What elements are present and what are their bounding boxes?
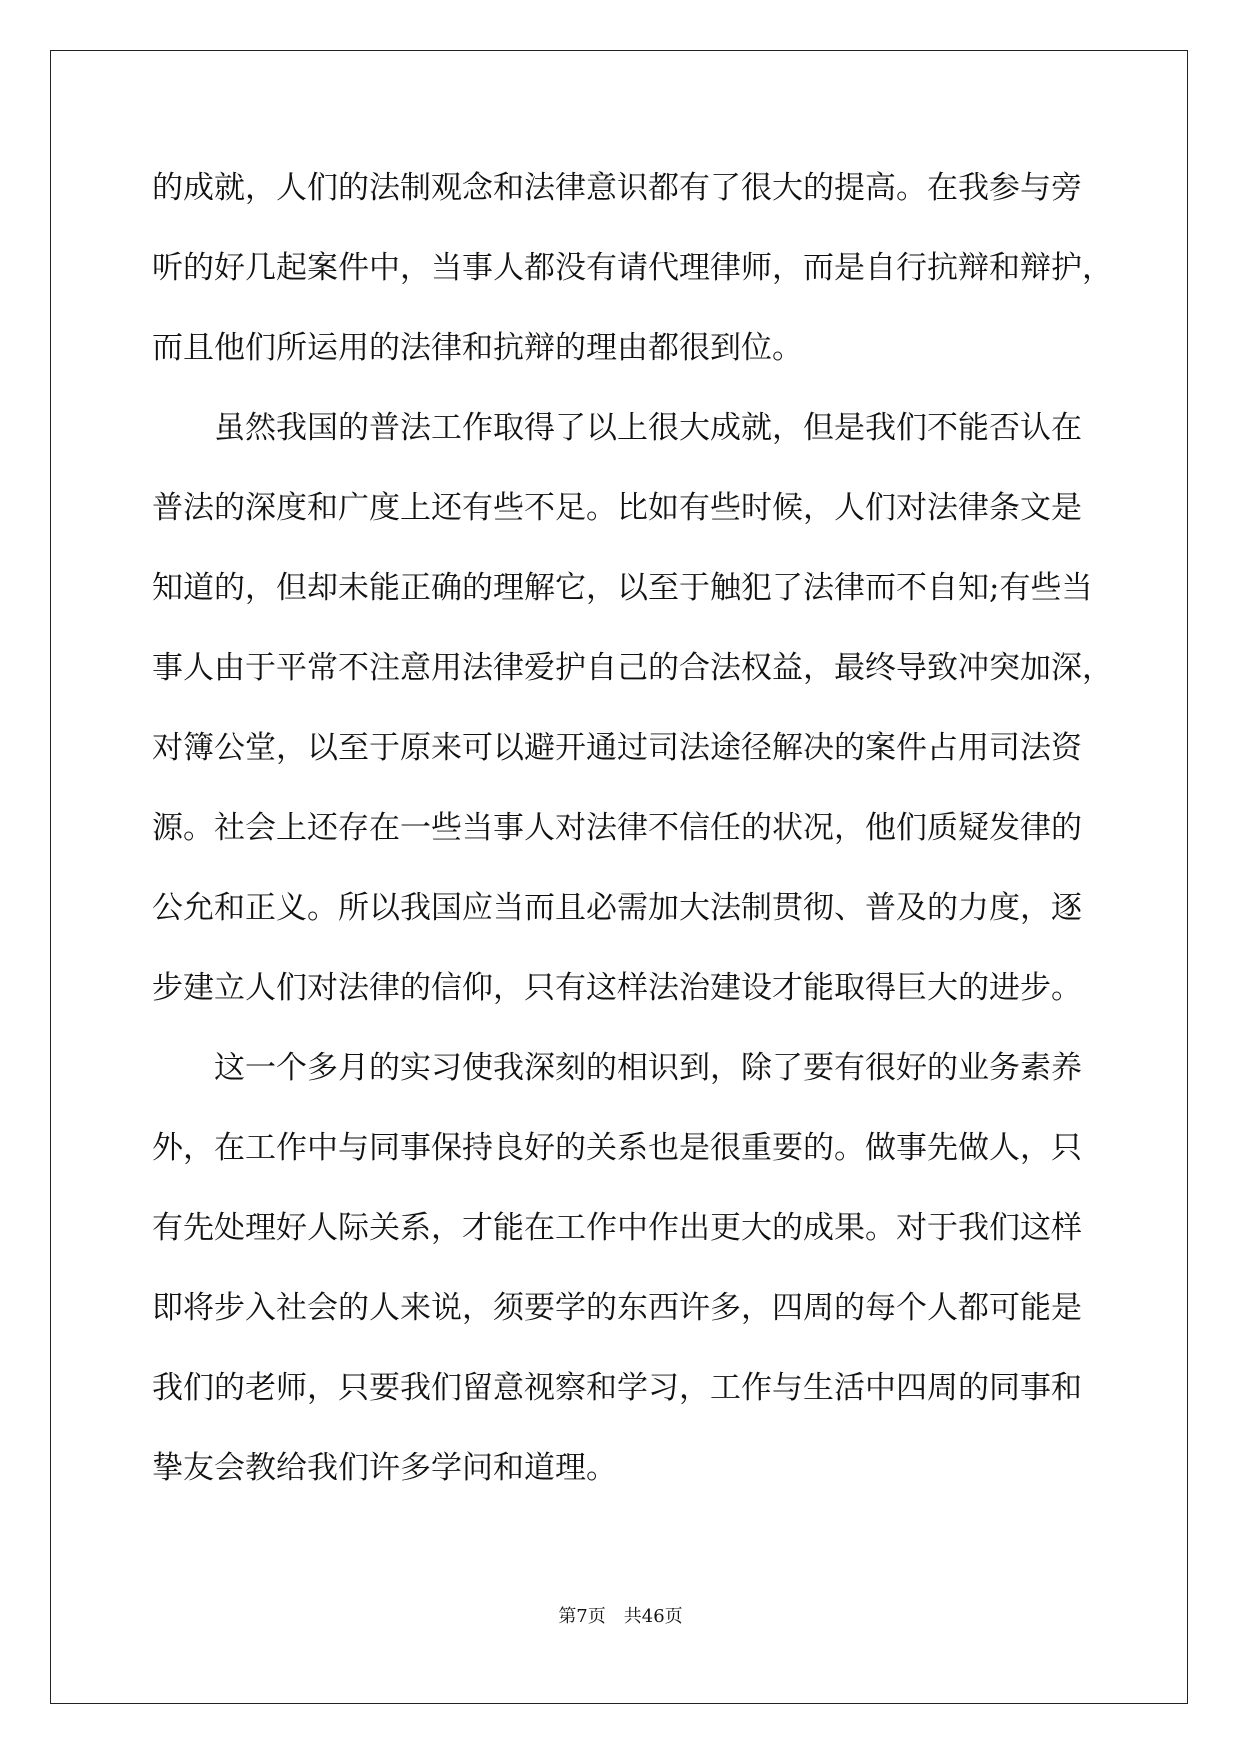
text-line: 即将步入社会的人来说，须要学的东西许多，四周的每个人都可能是 — [152, 1290, 1082, 1326]
text-line: 知道的，但却未能正确的理解它，以至于触犯了法律而不自知;有些当 — [152, 570, 1093, 606]
text-line: 步建立人们对法律的信仰，只有这样法治建设才能取得巨大的进步。 — [152, 970, 1082, 1006]
text-line: 听的好几起案件中，当事人都没有请代理律师，而是自行抗辩和辩护， — [152, 250, 1113, 286]
text-line: 公允和正义。所以我国应当而且必需加大法制贯彻、普及的力度，逐 — [152, 890, 1082, 926]
text-line: 有先处理好人际关系，才能在工作中作出更大的成果。对于我们这样 — [152, 1210, 1082, 1246]
text-line: 事人由于平常不注意用法律爱护自己的合法权益，最终导致冲突加深， — [152, 650, 1113, 686]
paragraph-start-line: 这一个多月的实习使我深刻的相识到，除了要有很好的业务素养 — [214, 1050, 1082, 1086]
text-line: 普法的深度和广度上还有些不足。比如有些时候，人们对法律条文是 — [152, 490, 1082, 526]
text-line: 外，在工作中与同事保持良好的关系也是很重要的。做事先做人，只 — [152, 1130, 1082, 1166]
text-line: 我们的老师，只要我们留意视察和学习，工作与生活中四周的同事和 — [152, 1370, 1082, 1406]
paragraph-start-line: 虽然我国的普法工作取得了以上很大成就，但是我们不能否认在 — [214, 410, 1082, 446]
text-line: 源。社会上还存在一些当事人对法律不信任的状况，他们质疑发律的 — [152, 810, 1082, 846]
text-line: 挚友会教给我们许多学问和道理。 — [152, 1450, 617, 1486]
text-line: 的成就，人们的法制观念和法律意识都有了很大的提高。在我参与旁 — [152, 170, 1082, 206]
text-line: 而且他们所运用的法律和抗辩的理由都很到位。 — [152, 330, 803, 366]
text-line: 对簿公堂，以至于原来可以避开通过司法途径解决的案件占用司法资 — [152, 730, 1082, 766]
page-number-footer: 第7页 共46页 — [558, 1606, 683, 1627]
